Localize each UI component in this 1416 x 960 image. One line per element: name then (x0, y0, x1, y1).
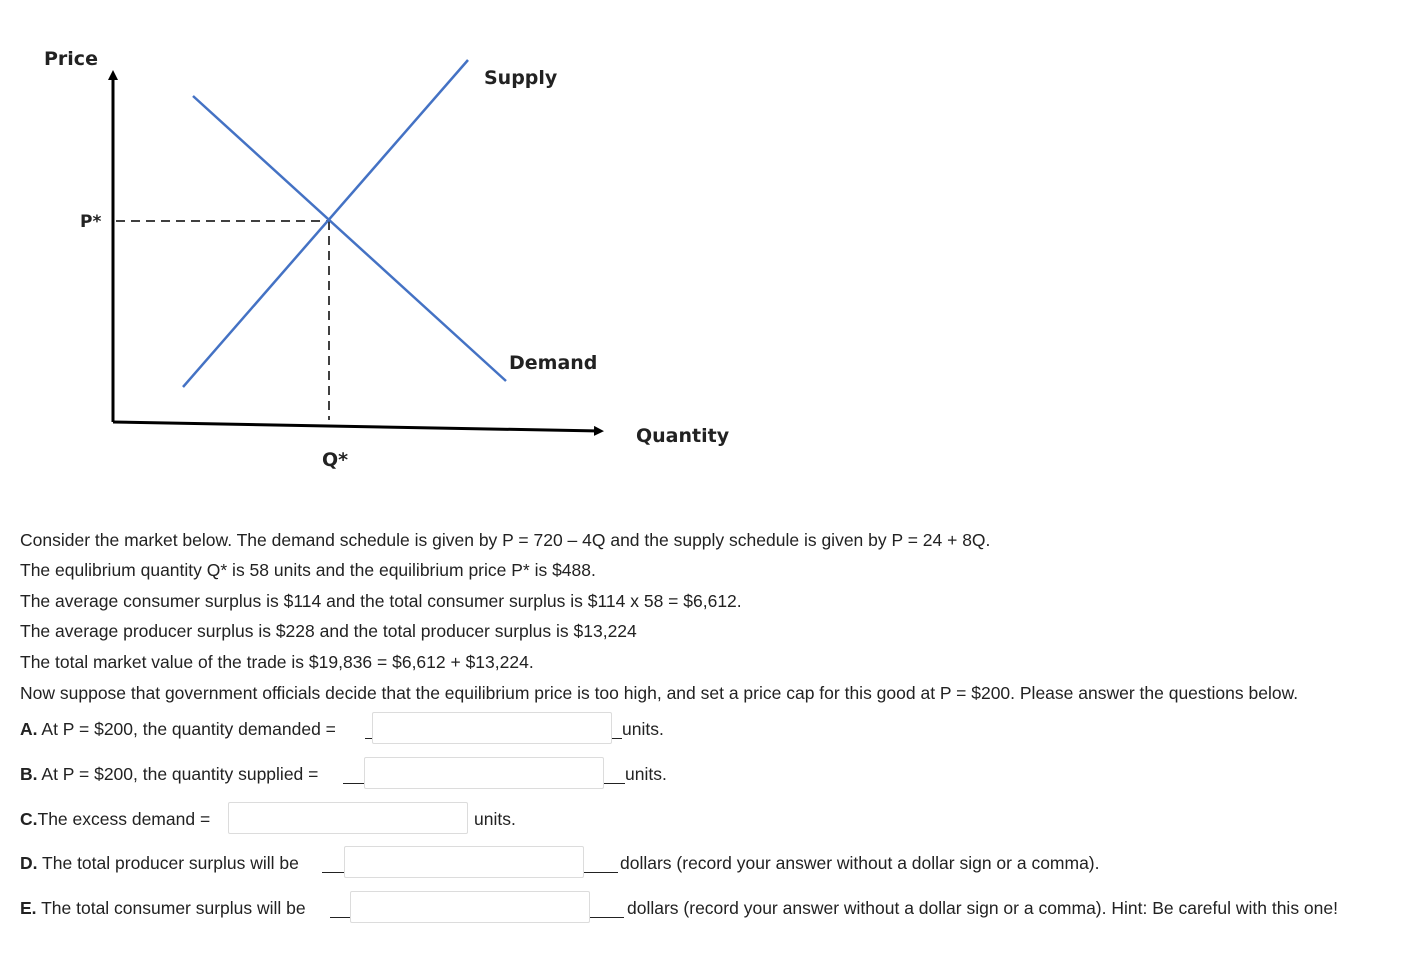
blank-line (584, 872, 618, 873)
question-b-letter: B. (20, 764, 38, 784)
intro-line-5: The total market value of the trade is $19,836 = $6,612 + $13,224. (20, 652, 534, 672)
question-d-suffix: dollars (record your answer without a dollar sign or a comma). (620, 853, 1100, 873)
demand-curve (193, 96, 506, 381)
y-axis-label: Price (44, 48, 98, 70)
blank-line (330, 917, 350, 918)
intro-line-2: The equlibrium quantity Q* is 58 units and the equilibrium price P* is $488. (20, 560, 596, 580)
supply-label: Supply (484, 67, 558, 89)
question-a-suffix: units. (622, 719, 664, 739)
question-b-text: At P = $200, the quantity supplied = (37, 764, 319, 784)
question-d-text: The total producer surplus will be (37, 853, 299, 873)
blank-line (590, 917, 624, 918)
supply-curve (183, 60, 468, 387)
answer-b-input[interactable] (364, 757, 604, 789)
question-c-letter: C. (20, 809, 38, 829)
intro-line-3: The average consumer surplus is $114 and the total consumer surplus is $114 x 58 = $6,612. (20, 591, 742, 611)
question-a-letter: A. (20, 719, 38, 739)
question-e-letter: E. (20, 898, 37, 918)
q-star-label: Q* (322, 449, 349, 471)
question-e (20, 891, 1410, 925)
p-star-label: P* (80, 212, 102, 232)
question-c-suffix: units. (474, 809, 516, 829)
x-axis-label: Quantity (636, 425, 730, 447)
question-b-suffix: units. (625, 764, 667, 784)
answer-a-input[interactable] (372, 712, 612, 744)
question-a-text: At P = $200, the quantity demanded = (37, 719, 336, 739)
intro-line-4: The average producer surplus is $228 and the total producer surplus is $13,224 (20, 621, 637, 641)
answer-e-input[interactable] (350, 891, 590, 923)
intro-line-1: Consider the market below. The demand schedule is given by P = 720 – 4Q and the supply schedule is given by P = 24 + 8Q. (20, 530, 991, 550)
x-axis (113, 422, 600, 431)
question-c (20, 802, 620, 836)
answer-d-input[interactable] (344, 846, 584, 878)
demand-label: Demand (509, 352, 598, 374)
blank-line (604, 783, 625, 784)
intro-line-6: Now suppose that government officials decide that the equilibrium price is too high, and set a price cap for this good at P = $200. Please answer the questions below. (20, 683, 1299, 703)
question-e-suffix: dollars (record your answer without a dollar sign or a comma). Hint: Be careful with this one! (627, 898, 1338, 918)
supply-demand-diagram (0, 0, 760, 490)
blank-line (343, 783, 364, 784)
question-b (20, 757, 720, 791)
question-d (20, 846, 1410, 880)
question-a (20, 712, 720, 746)
blank-line (612, 738, 622, 739)
question-c-text: The excess demand = (37, 809, 211, 829)
question-e-text: The total consumer surplus will be (36, 898, 306, 918)
answer-c-input[interactable] (228, 802, 468, 834)
blank-line (365, 738, 372, 739)
question-d-letter: D. (20, 853, 38, 873)
blank-line (322, 872, 344, 873)
